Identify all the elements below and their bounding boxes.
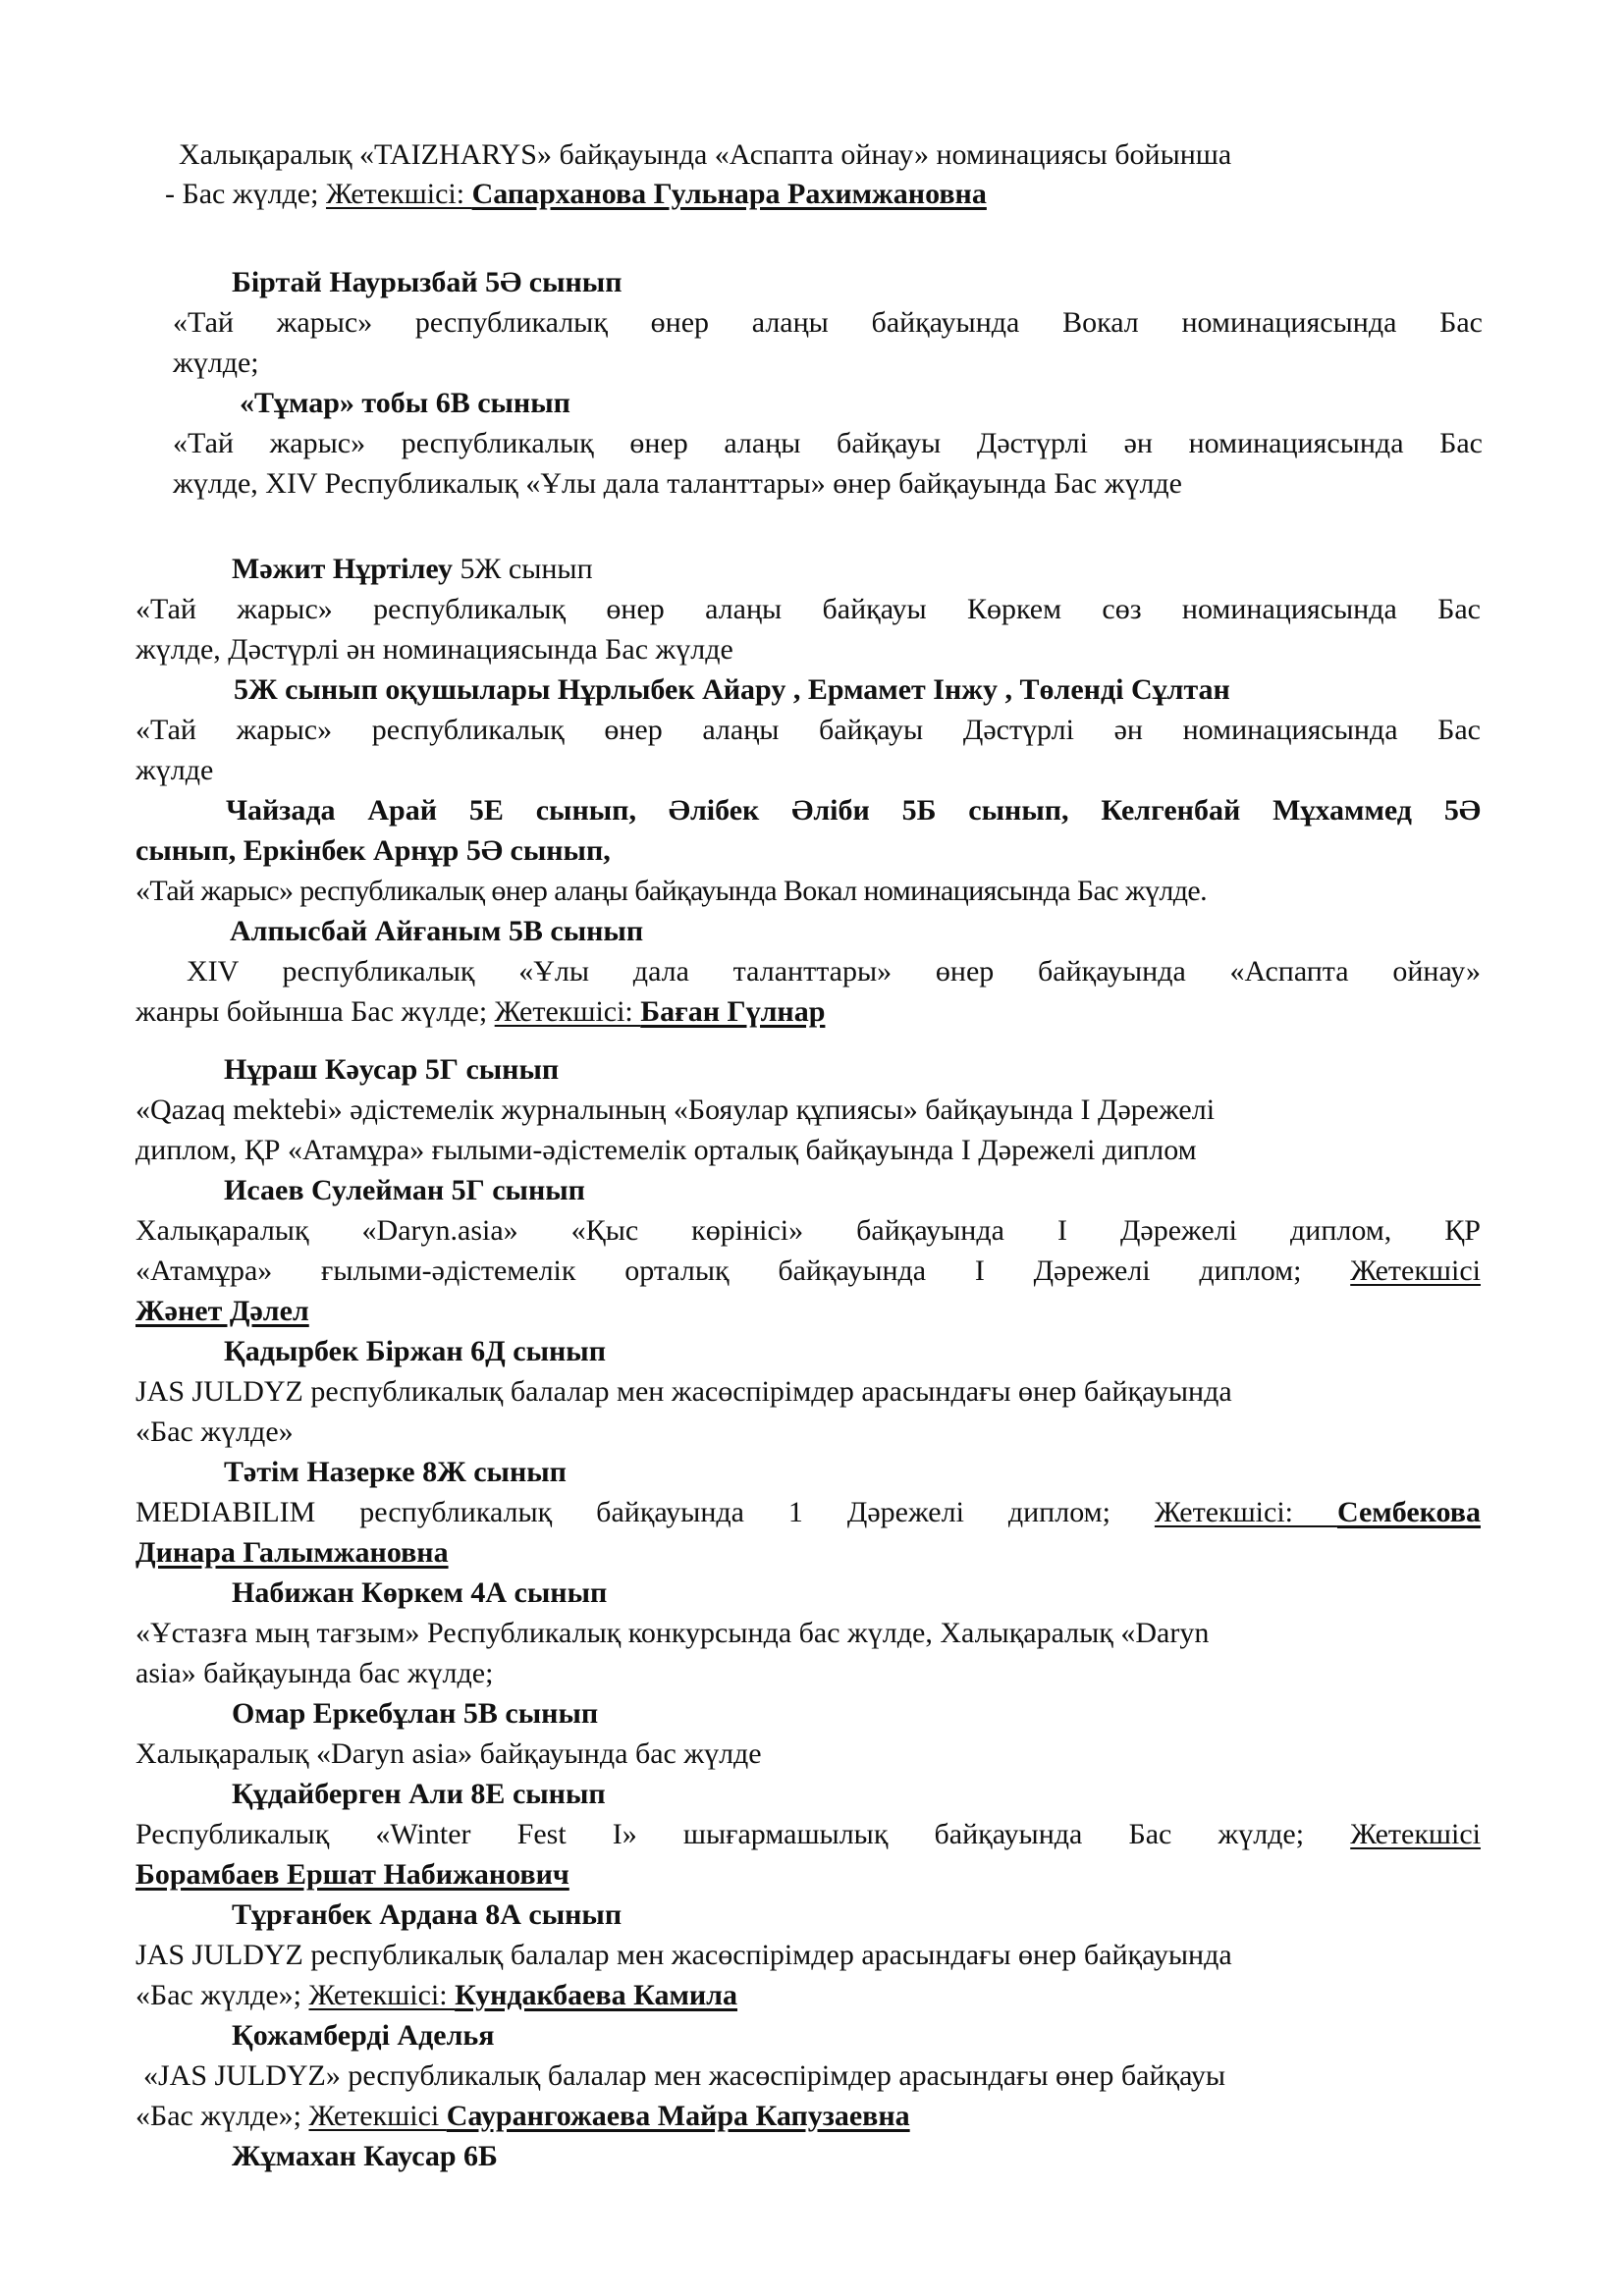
- student-heading: Исаев Сулейман 5Г сынып: [224, 1174, 585, 1206]
- supervisor-name: Борамбаев Ершат Набижанович: [135, 1858, 569, 1891]
- supervisor-name: Сапарханова Гульнара Рахимжановна: [471, 178, 987, 210]
- body-text: жанры бойынша Бас жүлде;: [135, 995, 495, 1028]
- body-line: диплом, ҚР «Атамұра» ғылыми-әдістемелік орталық байқауында I Дәрежелі диплом: [135, 1134, 1197, 1166]
- body-line: «Qazaq mektebi» әдістемелік журналының «Бояулар құпиясы» байқауында I Дәрежелі: [135, 1094, 1216, 1126]
- student-heading: Тәтім Назерке 8Ж сынып: [224, 1456, 567, 1488]
- body-text: «Бас жүлде»;: [135, 1979, 309, 2011]
- body-line: жүлде, Дәстүрлі ән номинациясында Бас жүлде: [135, 633, 733, 666]
- supervisor-name: Баған Гүлнар: [640, 995, 826, 1028]
- body-text: - Бас жүлде;: [165, 178, 326, 210]
- body-line: [135, 1294, 1481, 1329]
- body-line: «Бас жүлде»: [135, 1415, 294, 1448]
- body-line: жүлде, XIV Республикалық «Ұлы дала таланттары» өнер байқауында Бас жүлде: [173, 467, 1182, 500]
- body-line: [135, 1495, 1481, 1530]
- student-heading: Алпысбай Айғаным 5В сынып: [230, 915, 644, 947]
- supervisor-label: Жетекшісі: [308, 2100, 447, 2132]
- supervisor-label: Жетекшісі:: [1154, 1496, 1337, 1528]
- supervisor-label: Жетекшісі:: [308, 1979, 456, 2011]
- body-line: JAS JULDYZ республикалық балалар мен жасөспірімдер арасындағы өнер байқауында: [135, 1375, 1232, 1408]
- body-line: JAS JULDYZ республикалық балалар мен жасөспірімдер арасындағы өнер байқауында: [135, 1939, 1232, 1971]
- body-line: «Ұстазға мың тағзым» Республикалық конкурсында бас жүлде, Халықаралық «Daryn: [135, 1617, 1210, 1649]
- student-class: 5Ж сынып: [453, 553, 593, 585]
- student-heading: Нұраш Кәусар 5Г сынып: [224, 1053, 560, 1086]
- student-heading: Қожамберді Аделья: [232, 2019, 495, 2052]
- body-text: MEDIABILIM республикалық байқауында 1 Дәрежелі диплом;: [135, 1496, 1155, 1528]
- supervisor-name: Саурангожаева Майра Капузаевна: [446, 2100, 910, 2132]
- supervisor-name: Сембекова: [1336, 1496, 1481, 1528]
- body-line: «Тай жарыс» республикалық өнер алаңы байқауында Вокал номинациясында Бас жүлде.: [135, 875, 1208, 907]
- supervisor-label: Жетекшісі:: [494, 995, 641, 1028]
- student-heading: Омар Еркебұлан 5В сынып: [232, 1697, 599, 1730]
- student-heading: Тұрғанбек Ардана 8А сынып: [232, 1898, 623, 1931]
- body-text: «Бас жүлде»;: [135, 2100, 309, 2132]
- body-line: XIV республикалық «Ұлы дала таланттары» өнер байқауында «Аспапта ойнау»: [187, 955, 1481, 988]
- student-heading: Біртай Наурызбай 5Ә сынып: [232, 266, 623, 298]
- body-line: Халықаралық «Daryn.asia» «Қыс көрінісі» байқауында I Дәрежелі диплом, ҚР: [135, 1214, 1481, 1247]
- body-line: Халықаралық «Daryn asia» байқауында бас жүлде: [135, 1737, 762, 1770]
- student-heading: Чайзада Арай 5Е сынып, Әлібек Әліби 5Б сынып, Келгенбай Мұхаммед 5Ә: [226, 794, 1481, 827]
- body-text: Республикалық «Winter Fest I» шығармашылық байқауында Бас жүлде;: [135, 1818, 1351, 1850]
- body-line: [135, 994, 1481, 1030]
- body-line: «Тай жарыс» республикалық өнер алаңы байқауында Вокал номинациясында Бас: [173, 306, 1483, 339]
- student-heading: Набижан Көркем 4А сынып: [232, 1576, 608, 1609]
- body-line: Халықаралық «TAIZHARYS» байқауында «Аспапта ойнау» номинациясы бойынша: [179, 138, 1232, 171]
- body-line: «Тай жарыс» республикалық өнер алаңы байқауы Дәстүрлі ән номинациясында Бас: [135, 714, 1481, 746]
- body-line: «Тай жарыс» республикалық өнер алаңы байқауы Дәстүрлі ән номинациясында Бас: [173, 427, 1483, 459]
- body-line: [135, 1535, 1481, 1571]
- body-line: «JAS JULDYZ» республикалық балалар мен жасөспірімдер арасындағы өнер байқауы: [143, 2059, 1226, 2092]
- student-heading: «Тұмар» тобы 6В сынып: [240, 387, 570, 419]
- supervisor-name: Кундакбаева Камила: [455, 1979, 738, 2011]
- student-name: Мәжит Нұртілеу: [232, 553, 453, 585]
- supervisor-label: Жетекшісі:: [325, 178, 472, 210]
- body-line: жүлде;: [173, 347, 259, 379]
- body-line: [135, 2099, 1481, 2134]
- supervisor-label: Жетекшісі: [1350, 1818, 1481, 1850]
- supervisor-name: Жәнет Дәлел: [135, 1295, 309, 1327]
- body-line: жүлде: [135, 754, 214, 786]
- body-line: [135, 1254, 1481, 1289]
- student-heading: Қадырбек Біржан 6Д сынып: [224, 1335, 607, 1367]
- body-line: asia» байқауында бас жүлде;: [135, 1657, 494, 1689]
- student-heading-continued: сынып, Еркінбек Арнұр 5Ә сынып,: [135, 834, 611, 867]
- body-line: [135, 1857, 1481, 1893]
- supervisor-label: Жетекшісі: [1350, 1255, 1481, 1287]
- student-heading: [232, 552, 593, 587]
- supervisor-name: Динара Галымжановна: [135, 1536, 449, 1569]
- body-line: «Тай жарыс» республикалық өнер алаңы байқауы Көркем сөз номинациясында Бас: [135, 593, 1481, 625]
- student-heading: 5Ж сынып оқушылары Нұрлыбек Айару , Ермамет Інжу , Төленді Сұлтан: [234, 673, 1230, 706]
- student-heading: Құдайберген Али 8Е сынып: [232, 1778, 606, 1810]
- body-line: [135, 1817, 1481, 1852]
- body-text: «Атамұра» ғылыми-әдістемелік орталық байқауында I Дәрежелі диплом;: [135, 1255, 1351, 1287]
- body-line: [165, 177, 1510, 212]
- student-heading: Жұмахан Каусар 6Б: [232, 2140, 498, 2172]
- body-line: [135, 1978, 1481, 2013]
